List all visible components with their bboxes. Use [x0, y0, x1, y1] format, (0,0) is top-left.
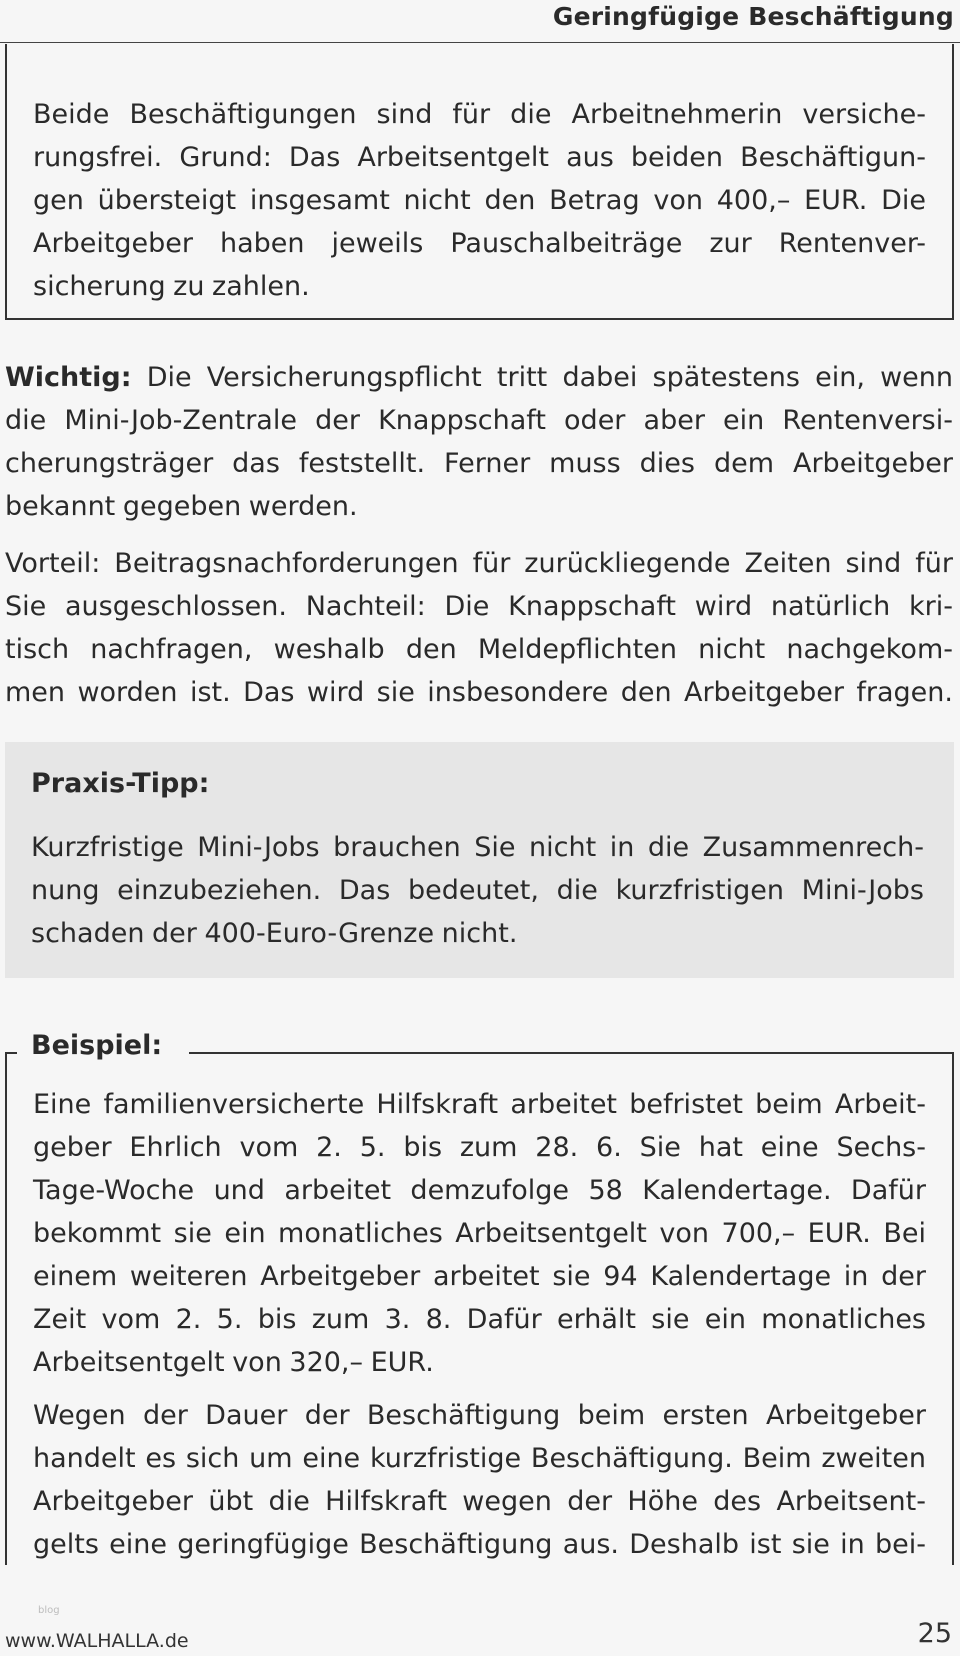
- praxis-tipp-box: [5, 742, 954, 978]
- text-line: Tage-Woche und arbeitet demzufolge 58 Kalendertage. Dafür: [33, 1175, 926, 1206]
- beispiel-box: [5, 1052, 954, 1565]
- running-header: Geringfügige Beschäftigung: [552, 2, 954, 31]
- wichtig-label: Wichtig:: [5, 362, 132, 393]
- text-line: Beide Beschäftigungen sind für die Arbeitnehmerin versiche-: [33, 99, 926, 130]
- text-line: gen übersteigt insgesamt nicht den Betrag von 400,– EUR. Die: [33, 185, 926, 216]
- header-rule: [0, 42, 960, 43]
- vorteil-paragraph: [5, 542, 953, 714]
- text-line: Arbeitgeber haben jeweils Pauschalbeiträge zur Rentenver-: [33, 228, 926, 259]
- beispiel-paragraph-2: [33, 1394, 926, 1566]
- wichtig-paragraph: [5, 356, 953, 528]
- text-line: [5, 356, 953, 399]
- praxis-tipp-text: [31, 826, 924, 955]
- text-line: Zeit vom 2. 5. bis zum 3. 8. Dafür erhält sie ein monatliches: [33, 1304, 926, 1335]
- text-line: sicherung zu zahlen.: [33, 271, 310, 302]
- text-line: gelts eine geringfügige Beschäftigung aus. Deshalb ist sie in bei-: [33, 1529, 926, 1560]
- text-line: geber Ehrlich vom 2. 5. bis zum 28. 6. Sie hat eine Sechs-: [33, 1132, 926, 1163]
- text-line: schaden der 400-Euro-Grenze nicht.: [31, 918, 518, 949]
- text-line: Eine familienversicherte Hilfskraft arbeitet befristet beim Arbeit-: [33, 1089, 926, 1120]
- footer-watermark: blog: [38, 1605, 60, 1616]
- continued-example-box: [5, 44, 954, 320]
- text-line: Vorteil: Beitragsnachforderungen für zurückliegende Zeiten sind für: [5, 548, 953, 579]
- text-line: Wegen der Dauer der Beschäftigung beim ersten Arbeitgeber: [33, 1400, 926, 1431]
- text-line: Sie ausgeschlossen. Nachteil: Die Knappschaft wird natürlich kri-: [5, 591, 953, 622]
- text-line: Arbeitsentgelt von 320,– EUR.: [33, 1347, 434, 1378]
- continued-example-text: [33, 93, 926, 308]
- text-line: die Mini-Job-Zentrale der Knappschaft oder aber ein Rentenversi-: [5, 405, 953, 436]
- text-line: bekommt sie ein monatliches Arbeitsentgelt von 700,– EUR. Bei: [33, 1218, 926, 1249]
- text-line: men worden ist. Das wird sie insbesondere den Arbeitgeber fragen.: [5, 677, 953, 708]
- footer-url-link[interactable]: www.WALHALLA.de: [5, 1630, 189, 1652]
- text-line: handelt es sich um eine kurzfristige Beschäftigung. Beim zweiten: [33, 1443, 926, 1474]
- text-line: nung einzubeziehen. Das bedeutet, die kurzfristigen Mini-Jobs: [31, 875, 924, 906]
- text-line: bekannt gegeben werden.: [5, 491, 358, 522]
- beispiel-paragraph-1: [33, 1083, 926, 1384]
- text-line: Kurzfristige Mini-Jobs brauchen Sie nicht in die Zusammenrech-: [31, 832, 924, 863]
- text-line: cherungsträger das feststellt. Ferner muss dies dem Arbeitgeber: [5, 448, 953, 479]
- praxis-tipp-title: Praxis-Tipp:: [31, 768, 210, 799]
- page-number: 25: [917, 1618, 952, 1649]
- text-line: tisch nachfragen, weshalb den Meldepflichten nicht nachgekom-: [5, 634, 953, 665]
- text-line: Arbeitgeber übt die Hilfskraft wegen der Höhe des Arbeitsent-: [33, 1486, 926, 1517]
- text-line: einem weiteren Arbeitgeber arbeitet sie 94 Kalendertage in der: [33, 1261, 926, 1292]
- text-line: rungsfrei. Grund: Das Arbeitsentgelt aus beiden Beschäftigun-: [33, 142, 926, 173]
- beispiel-title: Beispiel:: [31, 1030, 163, 1061]
- wichtig-first-line: Die Versicherungspflicht tritt dabei spätestens ein, wenn: [131, 362, 953, 393]
